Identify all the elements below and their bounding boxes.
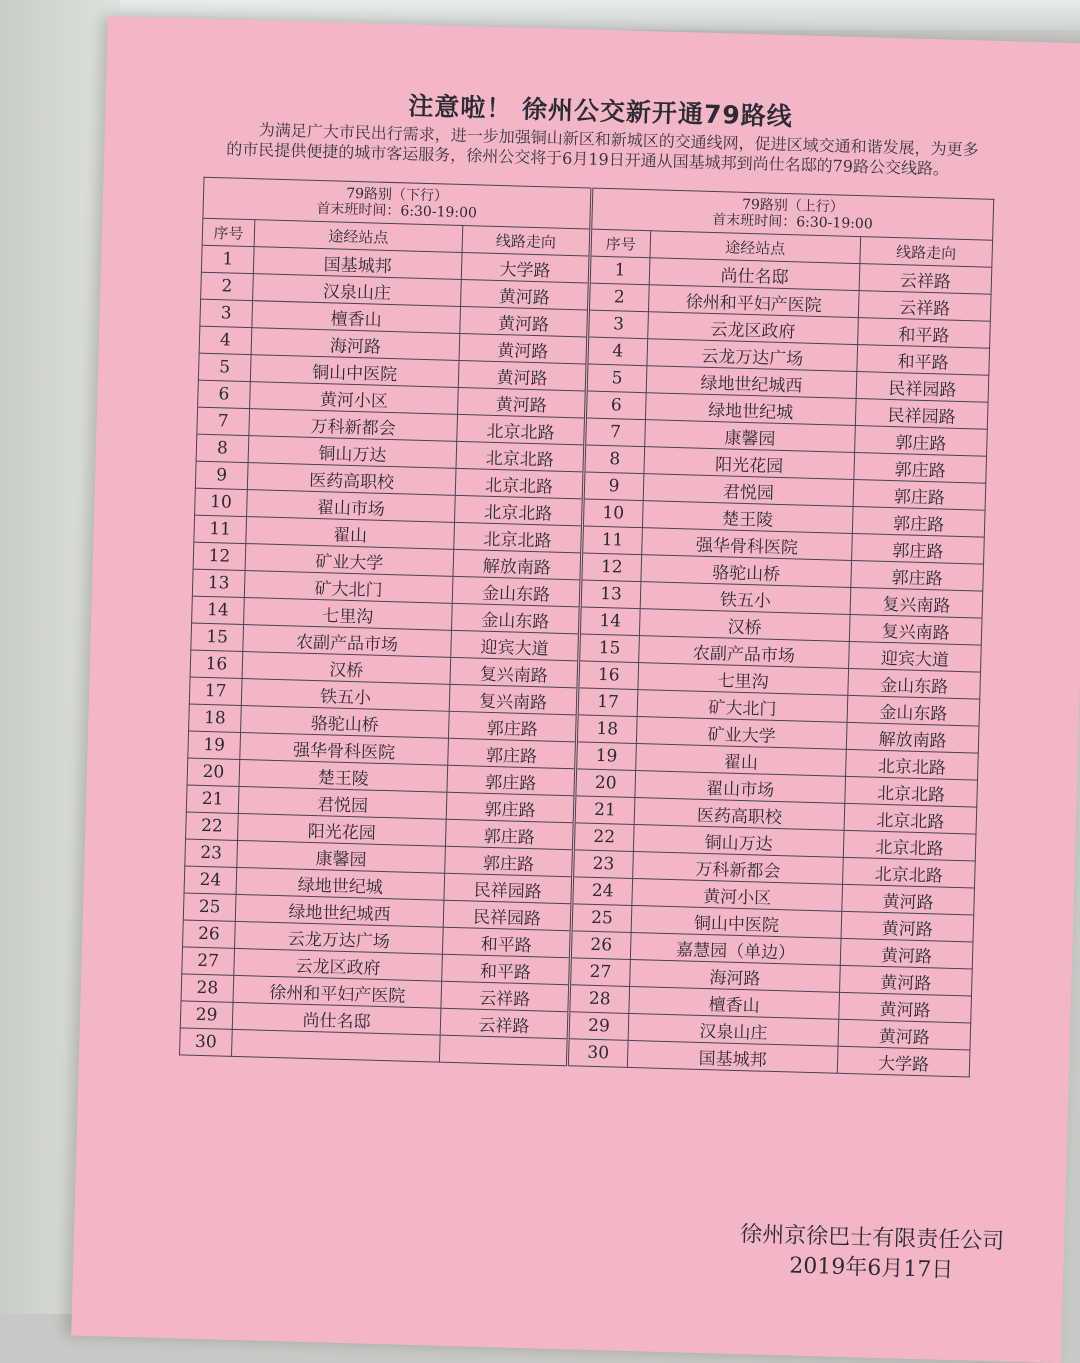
route-schedule-table — [179, 177, 994, 1078]
notice-sheet — [71, 16, 1080, 1363]
up-seq-cell: 27 — [570, 958, 631, 987]
down-seq-cell: 5 — [198, 353, 251, 381]
up-stop-cell: 骆驼山桥 — [641, 555, 852, 588]
down-seq-cell: 17 — [189, 677, 242, 705]
up-stop-cell: 矿大北门 — [637, 690, 848, 723]
up-road-cell: 北京北路 — [844, 803, 977, 834]
up-road-cell: 和平路 — [857, 345, 990, 376]
up-road-cell: 黄河路 — [842, 884, 975, 915]
down-seq-cell: 6 — [198, 380, 251, 408]
up-seq-cell: 19 — [576, 742, 637, 771]
up-seq-cell: 20 — [575, 769, 636, 798]
up-stop-cell: 黄河小区 — [632, 878, 843, 911]
down-road-cell: 云祥路 — [440, 1008, 569, 1039]
up-road-cell: 解放南路 — [846, 722, 979, 753]
down-road-cell: 复兴南路 — [449, 684, 578, 715]
down-road-cell: 和平路 — [442, 954, 571, 985]
down-road-cell: 迎宾大道 — [451, 630, 580, 661]
up-seq-cell: 7 — [585, 418, 646, 447]
down-road-cell: 黄河路 — [461, 279, 590, 310]
down-road-cell: 民祥园路 — [444, 873, 573, 904]
up-road-cell: 郭庄路 — [853, 480, 986, 511]
up-stop-cell: 汉桥 — [639, 609, 850, 642]
up-stop-cell: 农副产品市场 — [639, 636, 850, 669]
down-seq-cell: 2 — [201, 272, 254, 300]
down-stop-cell: 云龙万达广场 — [235, 921, 444, 954]
down-seq-cell: 3 — [200, 299, 253, 327]
down-seq-cell: 1 — [201, 245, 254, 273]
down-seq-cell: 24 — [184, 866, 237, 894]
up-road-cell: 北京北路 — [843, 830, 976, 861]
up-seq-cell: 22 — [573, 823, 634, 852]
down-road-cell: 复兴南路 — [450, 657, 579, 688]
up-stop-cell: 绿地世纪城西 — [646, 366, 857, 399]
up-road-cell: 北京北路 — [845, 776, 978, 807]
up-road-cell: 郭庄路 — [852, 533, 985, 564]
schedule-body — [180, 245, 992, 1077]
up-road-cell: 郭庄路 — [854, 453, 987, 484]
down-seq-cell: 11 — [194, 515, 247, 543]
up-stop-cell: 徐州和平妇产医院 — [648, 285, 859, 318]
down-road-cell: 黄河路 — [460, 306, 589, 337]
up-seq-cell: 21 — [574, 796, 635, 825]
down-road-cell: 黄河路 — [458, 360, 587, 391]
up-seq-cell: 2 — [588, 283, 649, 312]
down-road-cell: 郭庄路 — [448, 738, 577, 769]
down-road-cell: 北京北路 — [454, 522, 583, 553]
down-stop-cell: 万科新都会 — [249, 409, 458, 442]
up-stop-cell: 铁五小 — [640, 582, 851, 615]
down-stop-cell: 云龙区政府 — [234, 948, 443, 981]
down-stop-cell: 尚仕名邸 — [232, 1002, 441, 1035]
up-road-cell: 北京北路 — [846, 749, 979, 780]
down-seq-cell: 10 — [195, 488, 248, 516]
down-seq-cell: 23 — [185, 839, 238, 867]
up-stop-cell: 康馨园 — [645, 420, 856, 453]
up-stop-cell: 汉泉山庄 — [628, 1013, 839, 1046]
down-seq-cell: 25 — [183, 893, 236, 921]
up-seq-cell: 16 — [578, 661, 639, 690]
down-seq-cell: 19 — [188, 731, 241, 759]
up-stop-cell: 铜山中医院 — [631, 905, 842, 938]
up-header-time: 首末班时间：6:30-19:00 — [712, 211, 873, 233]
up-stop-cell: 嘉慧园（单边） — [630, 932, 841, 965]
up-stop-cell: 楚王陵 — [642, 501, 853, 534]
up-road-cell: 迎宾大道 — [849, 641, 982, 672]
down-road-cell: 云祥路 — [441, 981, 570, 1012]
down-stop-cell: 矿业大学 — [245, 544, 454, 577]
up-seq-cell: 6 — [585, 391, 646, 420]
up-seq-cell: 4 — [587, 337, 648, 366]
down-stop-cell: 绿地世纪城西 — [235, 894, 444, 927]
down-road-cell: 北京北路 — [455, 468, 584, 499]
up-road-cell: 云祥路 — [858, 291, 991, 322]
up-seq-cell: 1 — [589, 256, 650, 285]
up-stop-cell: 矿业大学 — [636, 717, 847, 750]
up-seq-cell: 13 — [580, 580, 641, 609]
up-stop-cell: 君悦园 — [643, 474, 854, 507]
up-stop-cell: 檀香山 — [629, 986, 840, 1019]
up-road-cell: 金山东路 — [847, 695, 980, 726]
up-seq-cell: 24 — [572, 877, 633, 906]
up-stop-cell: 尚仕名邸 — [649, 258, 860, 291]
up-seq-cell: 9 — [583, 472, 644, 501]
down-stop-cell: 翟山 — [246, 517, 455, 550]
down-stop-cell: 七里沟 — [244, 598, 453, 631]
down-road-cell: 黄河路 — [458, 387, 587, 418]
down-header-title: 79路别（下行） — [345, 185, 449, 205]
up-stop-cell: 海河路 — [630, 959, 841, 992]
down-stop-cell: 铜山万达 — [248, 436, 457, 469]
up-seq-cell: 26 — [570, 931, 631, 960]
up-seq-cell: 5 — [586, 364, 647, 393]
up-seq-cell: 3 — [588, 310, 649, 339]
up-road-cell: 金山东路 — [848, 668, 981, 699]
up-road-cell: 云祥路 — [859, 264, 992, 295]
down-col-road: 线路走向 — [462, 225, 591, 256]
notice-title: 注意啦！ 徐州公交新开通79路线 — [407, 91, 794, 132]
down-road-cell: 金山东路 — [451, 603, 580, 634]
down-stop-cell: 黄河小区 — [250, 382, 459, 415]
company-name: 徐州京徐巴士有限责任公司 — [739, 1222, 1005, 1255]
up-stop-cell: 翟山 — [636, 744, 847, 777]
up-road-cell: 民祥园路 — [856, 372, 989, 403]
down-seq-cell: 14 — [192, 596, 245, 624]
down-seq-cell: 21 — [186, 785, 239, 813]
up-seq-cell: 15 — [579, 634, 640, 663]
down-road-cell: 北京北路 — [454, 495, 583, 526]
down-road-cell: 北京北路 — [456, 441, 585, 472]
up-road-cell: 黄河路 — [839, 992, 972, 1023]
down-road-cell: 郭庄路 — [446, 792, 575, 823]
down-stop-cell: 海河路 — [251, 328, 460, 361]
up-stop-cell: 强华骨科医院 — [642, 528, 853, 561]
down-seq-cell: 8 — [196, 434, 249, 462]
up-col-stop: 途经站点 — [650, 231, 861, 264]
up-stop-cell: 万科新都会 — [633, 851, 844, 884]
up-seq-cell: 25 — [571, 904, 632, 933]
up-col-road: 线路走向 — [860, 237, 993, 268]
down-road-cell — [439, 1035, 568, 1066]
up-seq-cell: 30 — [567, 1039, 628, 1068]
up-road-cell: 复兴南路 — [849, 614, 982, 645]
down-road-cell: 和平路 — [442, 927, 571, 958]
up-road-cell: 黄河路 — [841, 911, 974, 942]
down-stop-cell: 汉桥 — [242, 652, 451, 685]
down-stop-cell: 楚王陵 — [239, 759, 448, 792]
up-stop-cell: 国基城邦 — [627, 1040, 838, 1073]
down-road-cell: 民祥园路 — [443, 900, 572, 931]
up-stop-cell: 云龙万达广场 — [647, 339, 858, 372]
down-stop-cell: 汉泉山庄 — [253, 274, 462, 307]
down-stop-cell: 农副产品市场 — [243, 625, 452, 658]
up-road-cell: 大学路 — [837, 1046, 970, 1077]
down-stop-cell: 国基城邦 — [253, 247, 462, 280]
down-seq-cell: 13 — [192, 569, 245, 597]
intro-text: 为满足广大市民出行需求，进一步加强铜山新区和新城区的交通线网，促进区域交通和谐发展，为更多的市民提供便捷的城市客运服务，徐州公交将于6月19日开通从国基城邦到尚仕名邸的79路公交线路。 — [226, 120, 979, 179]
down-seq-cell: 27 — [182, 947, 235, 975]
down-road-cell: 黄河路 — [459, 333, 588, 364]
up-seq-cell: 12 — [581, 553, 642, 582]
down-seq-cell: 26 — [183, 920, 236, 948]
up-stop-cell: 七里沟 — [638, 663, 849, 696]
down-road-cell: 郭庄路 — [445, 846, 574, 877]
down-seq-cell: 4 — [199, 326, 252, 354]
down-seq-cell: 15 — [191, 623, 244, 651]
down-seq-cell: 20 — [187, 758, 240, 786]
down-road-cell: 解放南路 — [453, 549, 582, 580]
up-seq-cell: 10 — [582, 499, 643, 528]
up-road-cell: 复兴南路 — [850, 587, 983, 618]
notice-footer — [739, 1220, 1005, 1287]
down-col-stop: 途经站点 — [254, 220, 463, 253]
up-stop-cell: 云龙区政府 — [648, 312, 859, 345]
down-stop-cell: 矿大北门 — [244, 571, 453, 604]
up-road-cell: 黄河路 — [840, 938, 973, 969]
down-col-seq: 序号 — [202, 218, 255, 246]
down-seq-cell: 29 — [180, 1001, 233, 1029]
up-seq-cell: 17 — [577, 688, 638, 717]
down-stop-cell: 阳光花园 — [238, 813, 447, 846]
up-road-cell: 郭庄路 — [852, 506, 985, 537]
up-road-cell: 黄河路 — [840, 965, 973, 996]
up-col-seq: 序号 — [590, 229, 651, 258]
up-seq-cell: 29 — [568, 1012, 629, 1041]
up-header-title: 79路别（上行） — [741, 196, 845, 216]
down-stop-cell: 君悦园 — [238, 786, 447, 819]
down-stop-cell — [231, 1029, 440, 1062]
up-road-cell: 和平路 — [858, 318, 991, 349]
down-stop-cell: 强华骨科医院 — [240, 732, 449, 765]
up-road-cell: 郭庄路 — [851, 560, 984, 591]
up-seq-cell: 14 — [579, 607, 640, 636]
down-stop-cell: 檀香山 — [252, 301, 461, 334]
down-seq-cell: 22 — [186, 812, 239, 840]
up-stop-cell: 翟山市场 — [635, 771, 846, 804]
up-road-cell: 民祥园路 — [855, 399, 988, 430]
down-stop-cell: 绿地世纪城 — [236, 867, 445, 900]
down-seq-cell: 7 — [197, 407, 250, 435]
up-stop-cell: 绿地世纪城 — [645, 393, 856, 426]
down-header-time: 首末班时间：6:30-19:00 — [316, 200, 478, 222]
down-stop-cell: 铜山中医院 — [250, 355, 459, 388]
up-road-cell: 北京北路 — [843, 857, 976, 888]
down-seq-cell: 18 — [189, 704, 242, 732]
up-seq-cell: 8 — [584, 445, 645, 474]
down-seq-cell: 30 — [180, 1028, 233, 1056]
issue-date: 2019年6月17日 — [789, 1253, 954, 1284]
up-seq-cell: 18 — [576, 715, 637, 744]
up-stop-cell: 阳光花园 — [644, 447, 855, 480]
down-road-cell: 郭庄路 — [445, 819, 574, 850]
down-stop-cell: 康馨园 — [237, 840, 446, 873]
down-seq-cell: 16 — [190, 650, 243, 678]
down-stop-cell: 翟山市场 — [247, 490, 456, 523]
down-seq-cell: 12 — [193, 542, 246, 570]
down-road-cell: 郭庄路 — [447, 765, 576, 796]
up-stop-cell: 铜山万达 — [633, 825, 844, 858]
down-stop-cell: 骆驼山桥 — [241, 705, 450, 738]
up-road-cell: 郭庄路 — [855, 426, 988, 457]
down-stop-cell: 铁五小 — [241, 679, 450, 712]
up-road-cell: 黄河路 — [838, 1019, 971, 1050]
down-road-cell: 郭庄路 — [448, 711, 577, 742]
down-road-cell: 大学路 — [461, 252, 590, 283]
up-seq-cell: 23 — [573, 850, 634, 879]
up-seq-cell: 28 — [569, 985, 630, 1014]
down-stop-cell: 医药高职校 — [247, 463, 456, 496]
up-seq-cell: 11 — [582, 526, 643, 555]
down-seq-cell: 9 — [195, 461, 248, 489]
up-stop-cell: 医药高职校 — [634, 798, 845, 831]
down-stop-cell: 徐州和平妇产医院 — [233, 975, 442, 1008]
down-road-cell: 金山东路 — [452, 576, 581, 607]
down-road-cell: 北京北路 — [457, 414, 586, 445]
down-seq-cell: 28 — [181, 974, 234, 1002]
